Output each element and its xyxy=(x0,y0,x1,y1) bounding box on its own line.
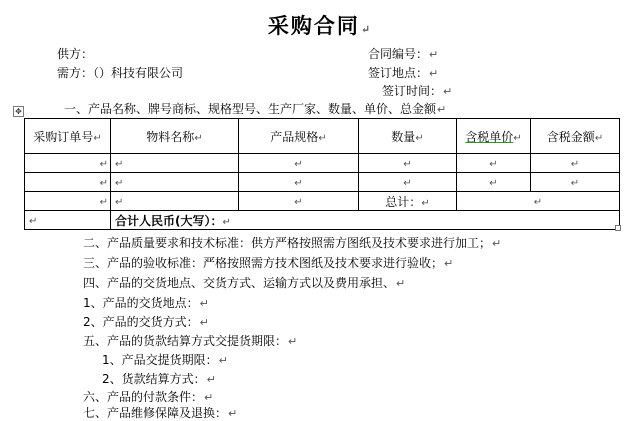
table-cell[interactable]: ↵ xyxy=(359,173,457,192)
sign-time-label: 签订时间：↵ xyxy=(382,84,453,98)
total-label-cell: 总计：↵ xyxy=(359,192,457,211)
table-row xyxy=(25,211,620,230)
clause-5-2: 2、货款结算方式：↵ xyxy=(102,372,216,386)
product-table xyxy=(24,118,620,230)
table-cell[interactable]: ↵ xyxy=(25,154,111,173)
table-cell[interactable]: ↵ xyxy=(457,173,531,192)
clause-4-2: 2、产品的交货方式：↵ xyxy=(83,315,209,329)
move-handle-icon[interactable]: ✥ xyxy=(13,106,24,117)
header-cell: 采购订单号↵ xyxy=(25,119,111,154)
buyer-label: 需方：（）科技有限公司 xyxy=(57,66,184,80)
clause-2: 二、产品质量要求和技术标准：供方严格按照需方图纸及技术要求进行加工；↵ xyxy=(83,236,502,250)
table-header-row xyxy=(25,119,620,154)
table-row xyxy=(25,192,620,211)
table-cell[interactable]: ↵ xyxy=(25,173,111,192)
table-cell[interactable]: ↵ xyxy=(531,154,620,173)
table-cell[interactable]: ↵ xyxy=(25,211,111,230)
table-row xyxy=(25,173,620,192)
supplier-label: 供方： xyxy=(57,47,94,61)
table-cell[interactable]: ↵ xyxy=(239,173,359,192)
table-cell[interactable]: ↵ xyxy=(111,192,239,211)
header-cell: 含税金额↵ xyxy=(531,119,620,154)
rmb-total-cell[interactable]: 合计人民币(大写）：↵ xyxy=(111,211,620,230)
table-cell[interactable]: ↵ xyxy=(457,154,531,173)
table-cell[interactable]: ↵ xyxy=(111,173,239,192)
table-cell[interactable]: ↵ xyxy=(359,154,457,173)
header-cell: 产品规格↵ xyxy=(239,119,359,154)
document-title: 采购合同↵ xyxy=(267,13,373,38)
table-cell[interactable]: ↵ xyxy=(25,192,111,211)
clause-5-1: 1、产品交提货期限：↵ xyxy=(102,353,228,367)
section-1-heading: 一、产品名称、牌号商标、规格型号、生产厂家、数量、单价、总金额↵ xyxy=(64,102,447,116)
clause-6: 六、产品的付款条件：↵ xyxy=(83,390,214,404)
table-cell[interactable]: ↵ xyxy=(111,154,239,173)
total-value-cell[interactable]: ↵ xyxy=(457,192,620,211)
clause-4: 四、产品的交货地点、交货方式、运输方式以及费用承担、↵ xyxy=(83,276,406,290)
header-cell: 含税单价↵ xyxy=(457,119,531,154)
clause-7: 七、产品维修保障及退换：↵ xyxy=(83,406,238,420)
clause-4-1: 1、产品的交货地点：↵ xyxy=(83,296,209,310)
contract-number-label: 合同编号：↵ xyxy=(368,47,439,61)
table-cell[interactable]: ↵ xyxy=(239,154,359,173)
clause-3: 三、产品的验收标准：严格按照需方技术图纸及技术要求进行验收；↵ xyxy=(83,256,454,270)
header-cell: 物料名称↵ xyxy=(111,119,239,154)
table-resize-handle[interactable] xyxy=(615,225,621,231)
table-row xyxy=(25,154,620,173)
header-cell: 数量↵ xyxy=(359,119,457,154)
table-cell[interactable]: ↵ xyxy=(531,173,620,192)
sign-place-label: 签订地点：↵ xyxy=(368,66,439,80)
clause-5: 五、产品的货款结算方式交提货期限：↵ xyxy=(83,334,298,348)
table-cell[interactable]: ↵ xyxy=(239,192,359,211)
